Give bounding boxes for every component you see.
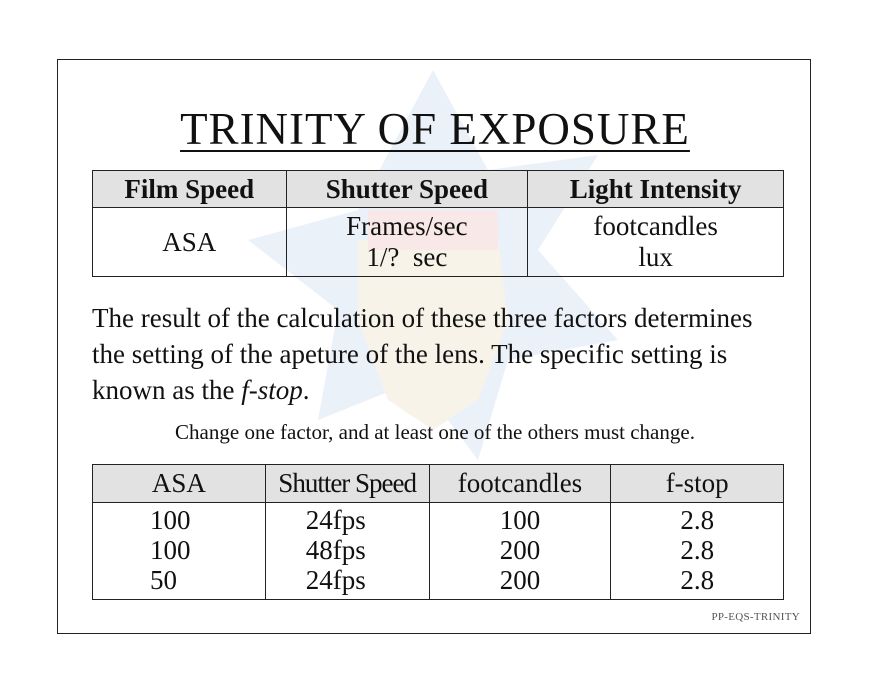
paragraph-end: . [302,375,310,405]
example-cell-shutter [265,503,429,600]
slide-card [57,59,811,634]
change-note: Change one factor, and at least one of the others must change. [175,420,695,444]
example-header-asa: ASA [93,465,266,503]
value: 2.8 [680,535,715,565]
cell-line: footcandles [593,211,718,241]
value: 100 [499,505,541,535]
factors-cell-shutter-speed [286,208,528,277]
example-cell-asa [93,503,266,600]
value: 48fps [305,535,366,565]
factors-table [92,170,784,277]
cell-line: ASA [162,226,217,257]
value: 24fps [305,505,366,535]
value: 24fps [305,565,366,595]
page-title: TRINITY OF EXPOSURE [180,104,690,154]
factors-header-shutter-speed: Shutter Speed [286,171,528,208]
example-header-fstop: f-stop [611,465,784,503]
factors-header-light-intensity: Light Intensity [528,171,784,208]
value: 100 [150,505,191,535]
example-header-footcandles: footcandles [429,465,611,503]
fstop-term: f-stop [241,375,303,405]
value: 200 [499,565,541,595]
example-cell-footcandles [429,503,611,600]
value: 2.8 [680,505,715,535]
cell-line: Frames/sec [346,211,468,241]
factors-cell-film-speed [93,208,287,277]
value: 200 [499,535,541,565]
example-header-shutter-speed: Shutter Speed [265,465,429,503]
value: 2.8 [680,565,715,595]
explanation-paragraph [92,300,792,408]
paragraph-text: The result of the calculation of these three factors determines the setting of the apeture of the lens. The specific setting is known as the [92,303,753,405]
slide-code-label: PP-EQS-TRINITY [711,611,800,623]
value: 100 [150,535,191,565]
factors-header-film-speed: Film Speed [93,171,287,208]
factors-cell-light-intensity [528,208,784,277]
cell-line: lux [638,242,673,272]
example-cell-fstop [611,503,784,600]
table-row [93,503,784,600]
example-table [92,464,784,600]
value: 50 [150,565,177,595]
cell-line: 1/? sec [366,242,448,272]
